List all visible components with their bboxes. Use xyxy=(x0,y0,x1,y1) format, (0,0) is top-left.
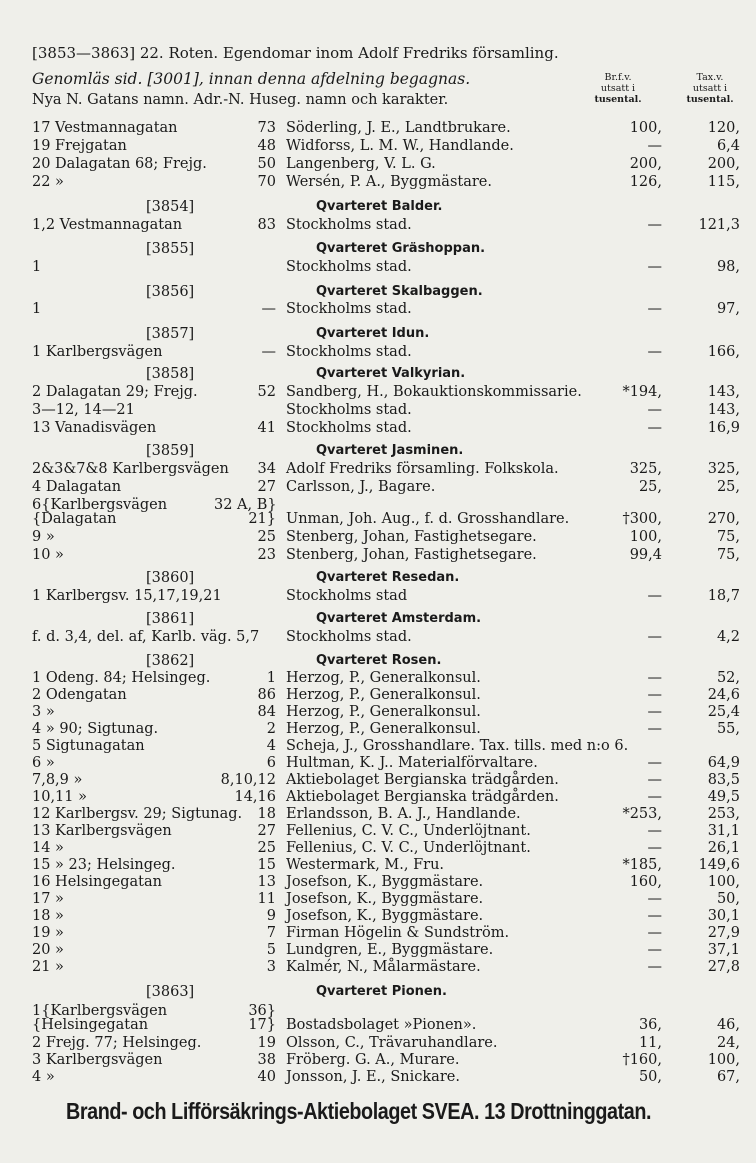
tax-value: 270, xyxy=(707,511,740,527)
tax-value: 50, xyxy=(716,891,740,907)
block-number: [3854] xyxy=(146,199,195,215)
property-address: 9 » xyxy=(32,529,55,545)
owner-name: Aktiebolaget Bergianska trädgården. xyxy=(286,789,559,805)
property-address: 17 » xyxy=(32,891,64,907)
house-number: 18 xyxy=(257,806,276,822)
property-address: {Dalagatan xyxy=(32,511,117,527)
property-address: 2 Dalagatan 29; Frejg. xyxy=(32,384,198,400)
property-row xyxy=(0,1017,756,1035)
house-number: 70 xyxy=(257,174,276,190)
house-number: 34 xyxy=(257,461,276,477)
owner-name: Erlandsson, B. A. J., Handlande. xyxy=(286,806,521,822)
house-number: 2 xyxy=(266,721,276,737)
property-row xyxy=(0,217,756,235)
house-number: 13 xyxy=(257,874,276,890)
owner-name: Herzog, P., Generalkonsul. xyxy=(286,721,481,737)
house-number: 52 xyxy=(257,384,276,400)
property-row xyxy=(0,629,756,647)
property-row xyxy=(0,942,756,960)
owner-name: Jonsson, J. E., Snickare. xyxy=(286,1069,460,1085)
tax-value: 75, xyxy=(716,547,740,563)
owner-name: Langenberg, V. L. G. xyxy=(286,156,436,172)
owner-name: Söderling, J. E., Landtbrukare. xyxy=(286,120,511,136)
block-number: [3859] xyxy=(146,443,195,459)
property-row xyxy=(0,384,756,402)
house-number: 8,10,12 xyxy=(220,772,276,788)
owner-name: Widforss, L. M. W., Handlande. xyxy=(286,138,514,154)
house-number: 6 xyxy=(266,755,276,771)
brf-value: — xyxy=(647,259,662,275)
property-address: 1{Karlbergsvägen xyxy=(32,1003,168,1019)
block-name: Qvarteret Balder. xyxy=(316,199,443,214)
house-number: 7 xyxy=(266,925,276,941)
property-address: f. d. 3,4, del. af, Karlb. väg. 5,7 xyxy=(32,629,260,645)
block-number: [3855] xyxy=(146,241,195,257)
owner-name: Fellenius, C. V. C., Underlöjtnant. xyxy=(286,823,531,839)
property-row xyxy=(0,420,756,438)
house-number: 21} xyxy=(248,511,276,527)
property-row xyxy=(0,588,756,606)
owner-name: Josefson, K., Byggmästare. xyxy=(286,908,484,924)
house-number: 27 xyxy=(257,479,276,495)
tax-value: 26,1 xyxy=(707,840,740,856)
brf-value: 11, xyxy=(638,1035,662,1051)
brf-value: — xyxy=(647,891,662,907)
property-row xyxy=(0,547,756,565)
property-address: {Helsingegatan xyxy=(32,1017,149,1033)
brf-value: — xyxy=(647,772,662,788)
property-address: 21 » xyxy=(32,959,64,975)
property-address: 2 Frejg. 77; Helsingeg. xyxy=(32,1035,202,1051)
brf-value: †300, xyxy=(622,511,662,527)
owner-name: Stockholms stad. xyxy=(286,259,412,275)
owner-name: Stockholms stad. xyxy=(286,629,412,645)
tax-value: 98, xyxy=(716,259,740,275)
tax-value: 18,7 xyxy=(707,588,740,604)
property-address: 19 » xyxy=(32,925,64,941)
owner-name: Wersén, P. A., Byggmästare. xyxy=(286,174,492,190)
column-header-brf xyxy=(588,72,648,105)
brf-value: — xyxy=(647,823,662,839)
house-number: 25 xyxy=(257,840,276,856)
house-number: 9 xyxy=(266,908,276,924)
property-row xyxy=(0,156,756,174)
property-row xyxy=(0,344,756,362)
property-row xyxy=(0,461,756,479)
owner-name: Herzog, P., Generalkonsul. xyxy=(286,670,481,686)
block-name: Qvarteret Idun. xyxy=(316,326,430,341)
property-address: 22 » xyxy=(32,174,64,190)
brf-value: †160, xyxy=(622,1052,662,1068)
house-number: 3 xyxy=(266,959,276,975)
tax-value: 27,9 xyxy=(707,925,740,941)
brf-value: — xyxy=(647,959,662,975)
property-row xyxy=(0,511,756,529)
tax-value: 25,4 xyxy=(707,704,740,720)
property-address: 10 » xyxy=(32,547,64,563)
house-number: 48 xyxy=(257,138,276,154)
property-address: 2 Odengatan xyxy=(32,687,127,703)
house-number: 5 xyxy=(266,942,276,958)
property-address: 4 » xyxy=(32,1069,55,1085)
tax-value: 64,9 xyxy=(707,755,740,771)
property-row xyxy=(0,772,756,790)
house-number: 50 xyxy=(257,156,276,172)
house-number: 14,16 xyxy=(234,789,276,805)
property-address: 6 » xyxy=(32,755,55,771)
property-address: 20 Dalagatan 68; Frejg. xyxy=(32,156,207,172)
brf-value: — xyxy=(647,721,662,737)
block-heading xyxy=(0,241,756,259)
tax-value: 166, xyxy=(707,344,740,360)
property-row xyxy=(0,755,756,773)
column-description: Nya N. Gatans namn. Adr.-N. Huseg. namn och karakter. xyxy=(32,92,449,108)
house-number: 86 xyxy=(257,687,276,703)
brf-value: — xyxy=(647,687,662,703)
property-address: 15 » 23; Helsingeg. xyxy=(32,857,176,873)
brf-sub: utsatt i xyxy=(600,83,636,94)
property-row xyxy=(0,857,756,875)
block-heading xyxy=(0,284,756,302)
brf-value: — xyxy=(647,344,662,360)
property-address: 3 Karlbergsvägen xyxy=(32,1052,163,1068)
brf-value: — xyxy=(647,217,662,233)
owner-name: Stenberg, Johan, Fastighetsegare. xyxy=(286,529,537,545)
tax-value: 325, xyxy=(707,461,740,477)
brf-value: — xyxy=(647,138,662,154)
brf-value: 200, xyxy=(629,156,662,172)
brf-value: — xyxy=(647,908,662,924)
owner-name: Firman Högelin & Sundström. xyxy=(286,925,510,941)
tax-value: 30,1 xyxy=(707,908,740,924)
brf-label: Br.f.v. xyxy=(604,72,632,83)
tax-value: 52, xyxy=(716,670,740,686)
owner-name: Stenberg, Johan, Fastighetsegare. xyxy=(286,547,537,563)
brf-value: *194, xyxy=(622,384,662,400)
house-number: 23 xyxy=(257,547,276,563)
house-number: 25 xyxy=(257,529,276,545)
property-row xyxy=(0,174,756,192)
owner-name: Unman, Joh. Aug., f. d. Grosshandlare. xyxy=(286,511,570,527)
property-row xyxy=(0,789,756,807)
house-number: 19 xyxy=(257,1035,276,1051)
owner-name: Josefson, K., Byggmästare. xyxy=(286,874,484,890)
tax-value: 24,6 xyxy=(707,687,740,703)
tax-value: 75, xyxy=(716,529,740,545)
owner-name: Josefson, K., Byggmästare. xyxy=(286,891,484,907)
house-number: 83 xyxy=(257,217,276,233)
block-heading xyxy=(0,570,756,588)
tax-value: 143, xyxy=(707,384,740,400)
block-number: [3856] xyxy=(146,284,195,300)
tax-value: 37,1 xyxy=(707,942,740,958)
property-row xyxy=(0,670,756,688)
owner-name: Herzog, P., Generalkonsul. xyxy=(286,704,481,720)
property-address: 7,8,9 » xyxy=(32,772,83,788)
instruction-line: Genomläs sid. [3001], innan denna afdelning begagnas. xyxy=(32,70,471,88)
owner-name: Stockholms stad. xyxy=(286,344,412,360)
block-number: [3861] xyxy=(146,611,195,627)
property-row xyxy=(0,259,756,277)
owner-name: Adolf Fredriks församling. Folkskola. xyxy=(286,461,559,477)
property-row xyxy=(0,721,756,739)
tax-value: 115, xyxy=(707,174,740,190)
block-heading xyxy=(0,326,756,344)
property-address: 19 Frejgatan xyxy=(32,138,127,154)
block-heading xyxy=(0,443,756,461)
tax-value: 6,4 xyxy=(716,138,740,154)
advertisement-footer: Brand- och Lifförsäkrings-Aktiebolaget SVEA. 13 Drottninggatan. xyxy=(66,1098,652,1124)
brf-value: — xyxy=(647,840,662,856)
tax-value: 27,8 xyxy=(707,959,740,975)
tax-value: 24, xyxy=(716,1035,740,1051)
property-address: 4 Dalagatan xyxy=(32,479,122,495)
tax-value: 120, xyxy=(707,120,740,136)
house-number: 36} xyxy=(248,1003,276,1019)
house-number: 27 xyxy=(257,823,276,839)
property-address: 4 » 90; Sigtunag. xyxy=(32,721,159,737)
property-address: 12 Karlbergsv. 29; Sigtunag. xyxy=(32,806,243,822)
brf-value: 25, xyxy=(638,479,662,495)
property-address: 1,2 Vestmannagatan xyxy=(32,217,183,233)
block-name: Qvarteret Valkyrian. xyxy=(316,366,466,381)
property-address: 20 » xyxy=(32,942,64,958)
property-row xyxy=(0,874,756,892)
owner-name: Herzog, P., Generalkonsul. xyxy=(286,687,481,703)
owner-name: Westermark, M., Fru. xyxy=(286,857,445,873)
owner-name: Hultman, K. J.. Materialförvaltare. xyxy=(286,755,538,771)
tax-value: 200, xyxy=(707,156,740,172)
owner-name: Stockholms stad xyxy=(286,588,408,604)
block-heading xyxy=(0,984,756,1002)
brf-value: — xyxy=(647,588,662,604)
block-name: Qvarteret Resedan. xyxy=(316,570,460,585)
property-address: 1 Odeng. 84; Helsingeg. xyxy=(32,670,211,686)
block-number: [3857] xyxy=(146,326,195,342)
owner-name: Stockholms stad. xyxy=(286,420,412,436)
brf-value: 99,4 xyxy=(629,547,662,563)
property-address: 1 xyxy=(32,259,42,275)
brf-unit: tusental. xyxy=(594,94,642,105)
brf-value: 100, xyxy=(629,529,662,545)
property-row xyxy=(0,1035,756,1053)
property-address: 3 » xyxy=(32,704,55,720)
block-heading xyxy=(0,611,756,629)
tax-value: 100, xyxy=(707,1052,740,1068)
owner-name: Fellenius, C. V. C., Underlöjtnant. xyxy=(286,840,531,856)
block-name: Qvarteret Rosen. xyxy=(316,653,442,668)
property-row xyxy=(0,120,756,138)
house-number: 11 xyxy=(257,891,276,907)
tax-value: 49,5 xyxy=(707,789,740,805)
tax-unit: tusental. xyxy=(686,94,734,105)
property-row xyxy=(0,1052,756,1070)
tax-value: 83,5 xyxy=(707,772,740,788)
property-address: 10,11 » xyxy=(32,789,87,805)
property-address: 17 Vestmannagatan xyxy=(32,120,178,136)
page-header: [3853—3863] 22. Roten. Egendomar inom Adolf Fredriks församling. xyxy=(32,44,559,62)
property-row xyxy=(0,687,756,705)
house-number: 73 xyxy=(257,120,276,136)
tax-value: 253, xyxy=(707,806,740,822)
brf-value: *185, xyxy=(622,857,662,873)
owner-name: Lundgren, E., Byggmästare. xyxy=(286,942,494,958)
brf-value: 126, xyxy=(629,174,662,190)
property-row xyxy=(0,301,756,319)
brf-value: — xyxy=(647,629,662,645)
house-number: 41 xyxy=(257,420,276,436)
property-address: 1 Karlbergsvägen xyxy=(32,344,163,360)
block-name: Qvarteret Jasminen. xyxy=(316,443,464,458)
property-row xyxy=(0,138,756,156)
owner-name: Stockholms stad. xyxy=(286,301,412,317)
house-number: 15 xyxy=(257,857,276,873)
owner-name: Stockholms stad. xyxy=(286,217,412,233)
house-number: — xyxy=(261,301,276,317)
block-number: [3858] xyxy=(146,366,195,382)
tax-value: 46, xyxy=(716,1017,740,1033)
property-address: 6{Karlbergsvägen xyxy=(32,497,168,513)
owner-name: Scheja, J., Grosshandlare. Tax. tills. med n:o 6. xyxy=(286,738,629,754)
owner-name: Aktiebolaget Bergianska trädgården. xyxy=(286,772,559,788)
block-heading xyxy=(0,653,756,671)
brf-value: — xyxy=(647,301,662,317)
property-address: 5 Sigtunagatan xyxy=(32,738,145,754)
property-address: 13 Karlbergsvägen xyxy=(32,823,172,839)
tax-value: 55, xyxy=(716,721,740,737)
brf-value: 100, xyxy=(629,120,662,136)
property-address: 1 xyxy=(32,301,42,317)
brf-value: — xyxy=(647,755,662,771)
brf-value: — xyxy=(647,670,662,686)
house-number: 84 xyxy=(257,704,276,720)
property-address: 16 Helsingegatan xyxy=(32,874,162,890)
tax-label: Tax.v. xyxy=(696,72,724,83)
property-address: 14 » xyxy=(32,840,64,856)
brf-value: — xyxy=(647,789,662,805)
tax-value: 31,1 xyxy=(707,823,740,839)
brf-value: — xyxy=(647,402,662,418)
brf-value: — xyxy=(647,420,662,436)
block-number: [3863] xyxy=(146,984,195,1000)
property-address: 3—12, 14—21 xyxy=(32,402,135,418)
block-number: [3862] xyxy=(146,653,195,669)
tax-value: 16,9 xyxy=(707,420,740,436)
house-number: 17} xyxy=(248,1017,276,1033)
owner-name: Fröberg. G. A., Murare. xyxy=(286,1052,460,1068)
tax-value: 121,3 xyxy=(698,217,740,233)
brf-value: 160, xyxy=(629,874,662,890)
owner-name: Kalmér, N., Målarmästare. xyxy=(286,959,481,975)
property-row xyxy=(0,823,756,841)
property-row xyxy=(0,840,756,858)
block-name: Qvarteret Skalbaggen. xyxy=(316,284,483,299)
property-row xyxy=(0,529,756,547)
house-number: 1 xyxy=(266,670,276,686)
property-row xyxy=(0,402,756,420)
property-row xyxy=(0,806,756,824)
property-row xyxy=(0,738,756,756)
brf-value: 325, xyxy=(629,461,662,477)
property-row xyxy=(0,925,756,943)
tax-value: 100, xyxy=(707,874,740,890)
tax-value: 143, xyxy=(707,402,740,418)
owner-name: Sandberg, H., Bokauktionskommissarie. xyxy=(286,384,582,400)
block-heading xyxy=(0,366,756,384)
brf-value: — xyxy=(647,942,662,958)
brf-value: 50, xyxy=(638,1069,662,1085)
property-row xyxy=(0,704,756,722)
owner-name: Carlsson, J., Bagare. xyxy=(286,479,436,495)
house-number: 38 xyxy=(257,1052,276,1068)
tax-value: 149,6 xyxy=(698,857,740,873)
block-number: [3860] xyxy=(146,570,195,586)
block-name: Qvarteret Pionen. xyxy=(316,984,447,999)
column-header-tax xyxy=(678,72,742,105)
house-number: 32 A, B} xyxy=(214,497,277,513)
tax-value: 4,2 xyxy=(716,629,740,645)
property-row xyxy=(0,1069,756,1087)
house-number: 40 xyxy=(257,1069,276,1085)
property-row xyxy=(0,479,756,497)
house-number: — xyxy=(261,344,276,360)
tax-value: 67, xyxy=(716,1069,740,1085)
block-name: Qvarteret Gräshoppan. xyxy=(316,241,486,256)
brf-value: *253, xyxy=(622,806,662,822)
owner-name: Bostadsbolaget »Pionen». xyxy=(286,1017,477,1033)
brf-value: — xyxy=(647,925,662,941)
block-heading xyxy=(0,199,756,217)
house-number: 4 xyxy=(266,738,276,754)
tax-value: 25, xyxy=(716,479,740,495)
property-address: 18 » xyxy=(32,908,64,924)
property-row xyxy=(0,908,756,926)
tax-value: 97, xyxy=(716,301,740,317)
tax-sub: utsatt i xyxy=(692,83,728,94)
property-row xyxy=(0,959,756,977)
owner-name: Stockholms stad. xyxy=(286,402,412,418)
property-address: 13 Vanadisvägen xyxy=(32,420,157,436)
brf-value: 36, xyxy=(638,1017,662,1033)
property-row xyxy=(0,891,756,909)
owner-name: Olsson, C., Trävaruhandlare. xyxy=(286,1035,498,1051)
property-address: 1 Karlbergsv. 15,17,19,21 xyxy=(32,588,222,604)
property-address: 2&3&7&8 Karlbergsvägen xyxy=(32,461,229,477)
brf-value: — xyxy=(647,704,662,720)
block-name: Qvarteret Amsterdam. xyxy=(316,611,482,626)
